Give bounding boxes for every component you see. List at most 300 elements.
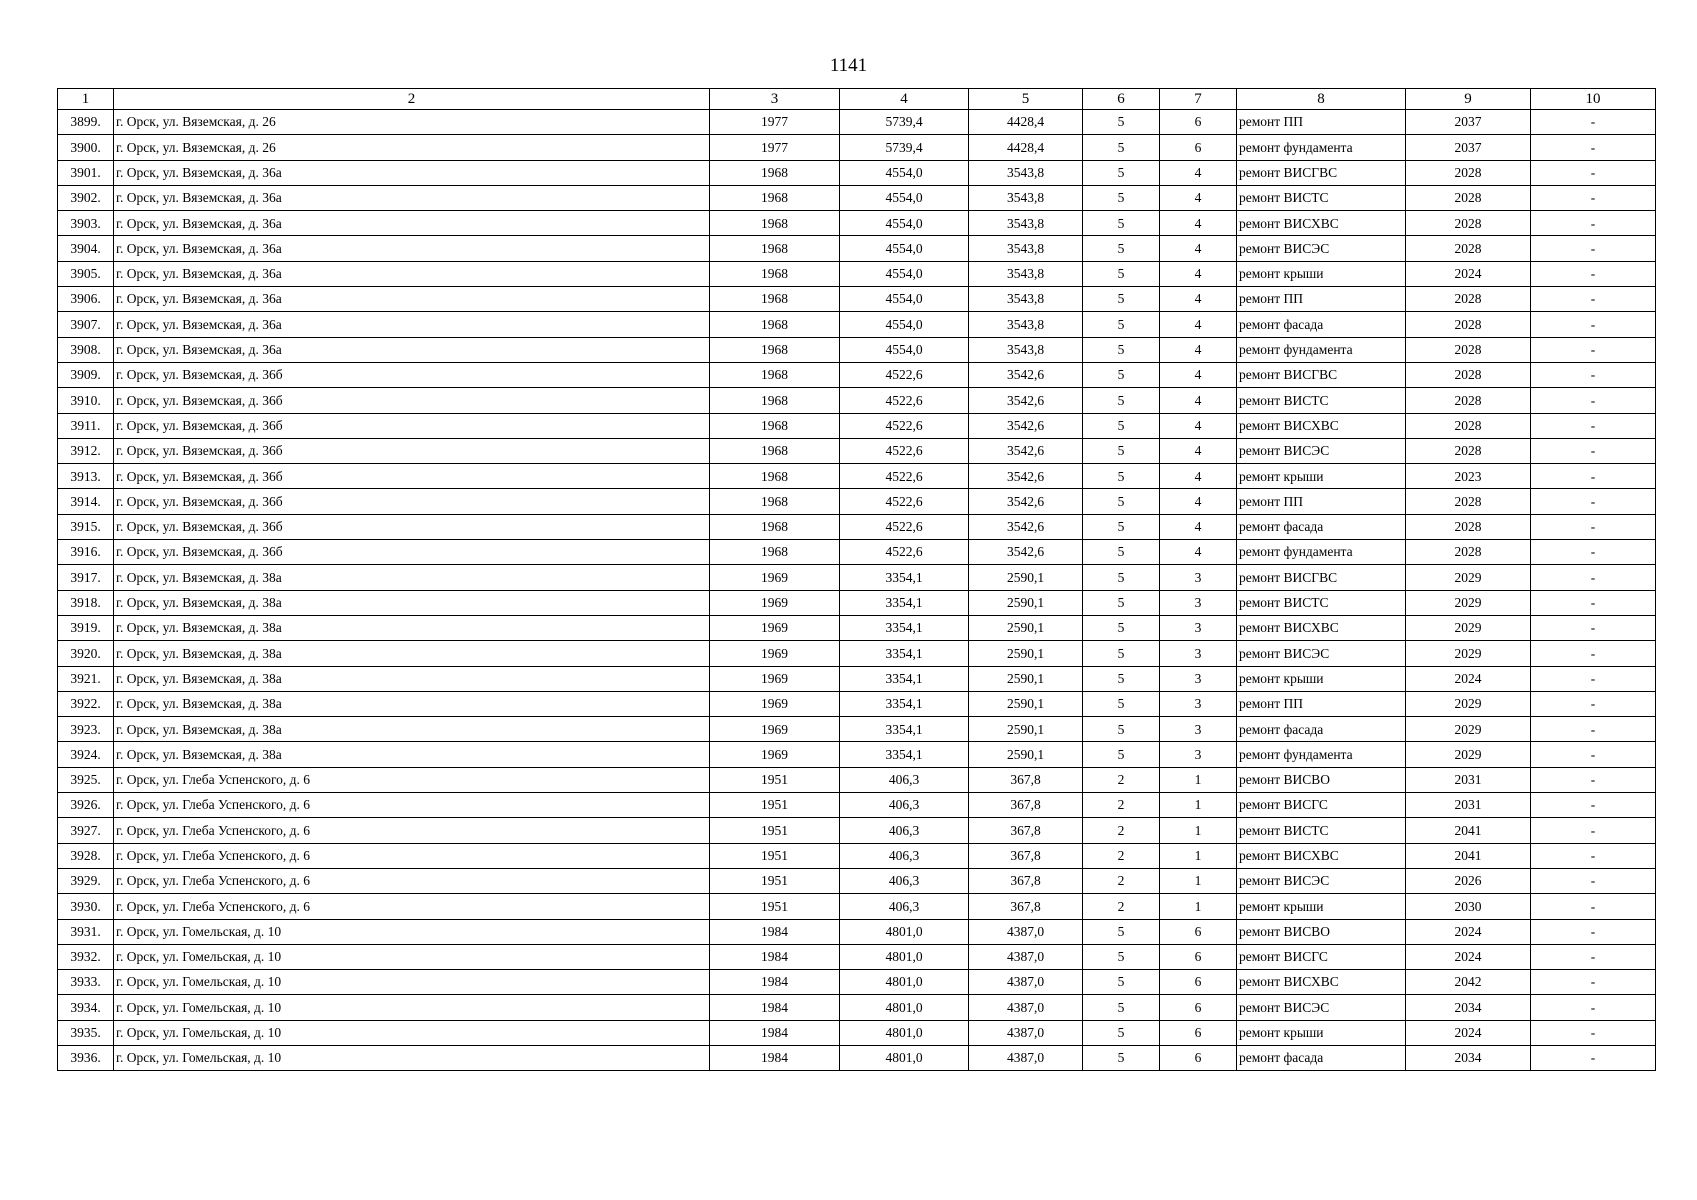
cell-row-number: 3910.	[58, 388, 114, 413]
cell-residential-area: 4387,0	[969, 1045, 1083, 1070]
cell-work-type: ремонт ВИСТС	[1237, 388, 1406, 413]
cell-total-area: 4554,0	[840, 312, 969, 337]
cell-year-built: 1969	[710, 615, 840, 640]
cell-total-area: 406,3	[840, 868, 969, 893]
cell-address: г. Орск, ул. Вяземская, д. 38а	[114, 615, 710, 640]
cell-address: г. Орск, ул. Вяземская, д. 38а	[114, 565, 710, 590]
cell-floors: 5	[1083, 438, 1160, 463]
cell-entrances: 6	[1160, 944, 1237, 969]
cell-work-type: ремонт ВИСТС	[1237, 185, 1406, 210]
cell-note: -	[1531, 615, 1656, 640]
cell-row-number: 3925.	[58, 767, 114, 792]
cell-residential-area: 3543,8	[969, 211, 1083, 236]
table-row	[58, 590, 1656, 615]
cell-work-type: ремонт ВИСХВС	[1237, 413, 1406, 438]
cell-entrances: 3	[1160, 590, 1237, 615]
cell-note: -	[1531, 868, 1656, 893]
cell-note: -	[1531, 1045, 1656, 1070]
cell-residential-area: 4387,0	[969, 970, 1083, 995]
cell-address: г. Орск, ул. Вяземская, д. 38а	[114, 666, 710, 691]
cell-address: г. Орск, ул. Гомельская, д. 10	[114, 995, 710, 1020]
table-row	[58, 337, 1656, 362]
cell-total-area: 3354,1	[840, 717, 969, 742]
cell-year-built: 1968	[710, 413, 840, 438]
cell-residential-area: 3542,6	[969, 514, 1083, 539]
cell-residential-area: 367,8	[969, 818, 1083, 843]
cell-year-built: 1977	[710, 135, 840, 160]
cell-row-number: 3923.	[58, 717, 114, 742]
cell-row-number: 3936.	[58, 1045, 114, 1070]
cell-entrances: 6	[1160, 995, 1237, 1020]
cell-total-area: 5739,4	[840, 135, 969, 160]
cell-planned-year: 2024	[1406, 261, 1531, 286]
cell-year-built: 1969	[710, 590, 840, 615]
cell-note: -	[1531, 464, 1656, 489]
cell-address: г. Орск, ул. Гомельская, д. 10	[114, 970, 710, 995]
cell-residential-area: 3543,8	[969, 236, 1083, 261]
cell-planned-year: 2029	[1406, 691, 1531, 716]
table-row	[58, 666, 1656, 691]
cell-total-area: 4522,6	[840, 438, 969, 463]
cell-residential-area: 3543,8	[969, 287, 1083, 312]
cell-planned-year: 2029	[1406, 590, 1531, 615]
cell-floors: 5	[1083, 666, 1160, 691]
cell-address: г. Орск, ул. Вяземская, д. 36а	[114, 236, 710, 261]
cell-year-built: 1968	[710, 185, 840, 210]
cell-work-type: ремонт ВИСХВС	[1237, 970, 1406, 995]
column-header: 3	[710, 89, 840, 110]
cell-entrances: 4	[1160, 388, 1237, 413]
cell-planned-year: 2028	[1406, 236, 1531, 261]
cell-floors: 5	[1083, 489, 1160, 514]
column-header: 4	[840, 89, 969, 110]
cell-note: -	[1531, 818, 1656, 843]
cell-address: г. Орск, ул. Вяземская, д. 26	[114, 135, 710, 160]
cell-row-number: 3899.	[58, 110, 114, 135]
cell-note: -	[1531, 211, 1656, 236]
cell-total-area: 4801,0	[840, 1045, 969, 1070]
cell-total-area: 4522,6	[840, 540, 969, 565]
cell-work-type: ремонт ВИСХВС	[1237, 843, 1406, 868]
cell-note: -	[1531, 160, 1656, 185]
cell-year-built: 1968	[710, 337, 840, 362]
cell-total-area: 4554,0	[840, 185, 969, 210]
cell-address: г. Орск, ул. Вяземская, д. 36а	[114, 312, 710, 337]
cell-address: г. Орск, ул. Вяземская, д. 36а	[114, 337, 710, 362]
cell-work-type: ремонт крыши	[1237, 666, 1406, 691]
cell-note: -	[1531, 489, 1656, 514]
cell-planned-year: 2029	[1406, 717, 1531, 742]
cell-total-area: 4522,6	[840, 489, 969, 514]
cell-entrances: 1	[1160, 868, 1237, 893]
cell-planned-year: 2029	[1406, 641, 1531, 666]
cell-residential-area: 3543,8	[969, 160, 1083, 185]
cell-row-number: 3917.	[58, 565, 114, 590]
cell-note: -	[1531, 944, 1656, 969]
cell-entrances: 4	[1160, 540, 1237, 565]
table-row	[58, 464, 1656, 489]
cell-residential-area: 2590,1	[969, 565, 1083, 590]
cell-total-area: 406,3	[840, 767, 969, 792]
cell-total-area: 3354,1	[840, 742, 969, 767]
cell-total-area: 4554,0	[840, 160, 969, 185]
cell-address: г. Орск, ул. Вяземская, д. 36б	[114, 438, 710, 463]
cell-work-type: ремонт крыши	[1237, 261, 1406, 286]
cell-residential-area: 4428,4	[969, 110, 1083, 135]
cell-work-type: ремонт ВИСХВС	[1237, 615, 1406, 640]
cell-note: -	[1531, 287, 1656, 312]
cell-row-number: 3904.	[58, 236, 114, 261]
cell-year-built: 1951	[710, 843, 840, 868]
cell-row-number: 3920.	[58, 641, 114, 666]
cell-floors: 2	[1083, 818, 1160, 843]
cell-note: -	[1531, 919, 1656, 944]
cell-note: -	[1531, 793, 1656, 818]
cell-work-type: ремонт ВИСГВС	[1237, 565, 1406, 590]
cell-row-number: 3924.	[58, 742, 114, 767]
cell-address: г. Орск, ул. Вяземская, д. 38а	[114, 717, 710, 742]
cell-residential-area: 2590,1	[969, 590, 1083, 615]
cell-entrances: 4	[1160, 413, 1237, 438]
cell-note: -	[1531, 995, 1656, 1020]
cell-planned-year: 2034	[1406, 995, 1531, 1020]
cell-total-area: 3354,1	[840, 666, 969, 691]
cell-year-built: 1968	[710, 287, 840, 312]
cell-year-built: 1968	[710, 362, 840, 387]
cell-row-number: 3912.	[58, 438, 114, 463]
cell-entrances: 6	[1160, 135, 1237, 160]
cell-total-area: 406,3	[840, 894, 969, 919]
column-header: 7	[1160, 89, 1237, 110]
cell-address: г. Орск, ул. Гомельская, д. 10	[114, 944, 710, 969]
cell-residential-area: 4387,0	[969, 944, 1083, 969]
cell-planned-year: 2031	[1406, 767, 1531, 792]
cell-year-built: 1984	[710, 970, 840, 995]
cell-year-built: 1984	[710, 919, 840, 944]
cell-planned-year: 2037	[1406, 110, 1531, 135]
cell-work-type: ремонт фундамента	[1237, 540, 1406, 565]
cell-note: -	[1531, 590, 1656, 615]
cell-entrances: 6	[1160, 110, 1237, 135]
cell-total-area: 3354,1	[840, 691, 969, 716]
cell-floors: 5	[1083, 691, 1160, 716]
cell-entrances: 1	[1160, 793, 1237, 818]
cell-year-built: 1969	[710, 742, 840, 767]
cell-work-type: ремонт ПП	[1237, 287, 1406, 312]
cell-entrances: 1	[1160, 767, 1237, 792]
cell-work-type: ремонт крыши	[1237, 1020, 1406, 1045]
cell-floors: 5	[1083, 970, 1160, 995]
cell-planned-year: 2037	[1406, 135, 1531, 160]
cell-residential-area: 4387,0	[969, 1020, 1083, 1045]
cell-planned-year: 2028	[1406, 540, 1531, 565]
cell-work-type: ремонт фасада	[1237, 1045, 1406, 1070]
cell-residential-area: 3542,6	[969, 438, 1083, 463]
cell-row-number: 3915.	[58, 514, 114, 539]
table-row	[58, 489, 1656, 514]
cell-note: -	[1531, 413, 1656, 438]
cell-planned-year: 2028	[1406, 514, 1531, 539]
cell-floors: 5	[1083, 261, 1160, 286]
table-row	[58, 944, 1656, 969]
cell-floors: 5	[1083, 160, 1160, 185]
cell-total-area: 4522,6	[840, 388, 969, 413]
cell-work-type: ремонт фундамента	[1237, 135, 1406, 160]
cell-row-number: 3931.	[58, 919, 114, 944]
cell-total-area: 4554,0	[840, 261, 969, 286]
table-row	[58, 970, 1656, 995]
cell-year-built: 1968	[710, 540, 840, 565]
cell-floors: 5	[1083, 717, 1160, 742]
cell-address: г. Орск, ул. Вяземская, д. 36б	[114, 388, 710, 413]
cell-entrances: 3	[1160, 565, 1237, 590]
cell-address: г. Орск, ул. Гомельская, д. 10	[114, 1020, 710, 1045]
cell-row-number: 3918.	[58, 590, 114, 615]
cell-planned-year: 2028	[1406, 362, 1531, 387]
cell-planned-year: 2028	[1406, 413, 1531, 438]
cell-address: г. Орск, ул. Вяземская, д. 36а	[114, 160, 710, 185]
cell-entrances: 4	[1160, 438, 1237, 463]
cell-planned-year: 2029	[1406, 565, 1531, 590]
cell-entrances: 1	[1160, 894, 1237, 919]
cell-entrances: 4	[1160, 261, 1237, 286]
cell-address: г. Орск, ул. Вяземская, д. 36а	[114, 185, 710, 210]
cell-row-number: 3928.	[58, 843, 114, 868]
table-row	[58, 691, 1656, 716]
cell-work-type: ремонт фундамента	[1237, 742, 1406, 767]
table-row	[58, 287, 1656, 312]
cell-floors: 2	[1083, 843, 1160, 868]
cell-year-built: 1968	[710, 514, 840, 539]
cell-entrances: 4	[1160, 312, 1237, 337]
cell-note: -	[1531, 742, 1656, 767]
cell-floors: 5	[1083, 742, 1160, 767]
cell-row-number: 3934.	[58, 995, 114, 1020]
column-header: 6	[1083, 89, 1160, 110]
cell-note: -	[1531, 514, 1656, 539]
cell-address: г. Орск, ул. Глеба Успенского, д. 6	[114, 843, 710, 868]
cell-note: -	[1531, 388, 1656, 413]
cell-floors: 5	[1083, 590, 1160, 615]
cell-work-type: ремонт ВИСЭС	[1237, 641, 1406, 666]
table-row	[58, 818, 1656, 843]
cell-entrances: 3	[1160, 615, 1237, 640]
cell-total-area: 406,3	[840, 843, 969, 868]
cell-total-area: 3354,1	[840, 590, 969, 615]
cell-work-type: ремонт ПП	[1237, 691, 1406, 716]
cell-residential-area: 367,8	[969, 793, 1083, 818]
cell-floors: 5	[1083, 236, 1160, 261]
cell-total-area: 4554,0	[840, 287, 969, 312]
table-row	[58, 135, 1656, 160]
cell-entrances: 4	[1160, 160, 1237, 185]
cell-row-number: 3905.	[58, 261, 114, 286]
cell-year-built: 1968	[710, 261, 840, 286]
cell-year-built: 1968	[710, 388, 840, 413]
cell-address: г. Орск, ул. Вяземская, д. 38а	[114, 641, 710, 666]
cell-note: -	[1531, 540, 1656, 565]
cell-work-type: ремонт ВИСТС	[1237, 818, 1406, 843]
table-row	[58, 211, 1656, 236]
table-row	[58, 641, 1656, 666]
cell-work-type: ремонт фундамента	[1237, 337, 1406, 362]
cell-residential-area: 3543,8	[969, 312, 1083, 337]
cell-total-area: 4801,0	[840, 1020, 969, 1045]
cell-residential-area: 2590,1	[969, 717, 1083, 742]
cell-total-area: 4801,0	[840, 919, 969, 944]
cell-planned-year: 2023	[1406, 464, 1531, 489]
cell-row-number: 3900.	[58, 135, 114, 160]
cell-work-type: ремонт ВИСТС	[1237, 590, 1406, 615]
cell-work-type: ремонт ВИСВО	[1237, 767, 1406, 792]
cell-address: г. Орск, ул. Гомельская, д. 10	[114, 1045, 710, 1070]
cell-entrances: 6	[1160, 970, 1237, 995]
cell-row-number: 3921.	[58, 666, 114, 691]
cell-year-built: 1984	[710, 995, 840, 1020]
cell-entrances: 4	[1160, 514, 1237, 539]
cell-planned-year: 2028	[1406, 287, 1531, 312]
cell-note: -	[1531, 337, 1656, 362]
cell-entrances: 4	[1160, 489, 1237, 514]
cell-residential-area: 367,8	[969, 843, 1083, 868]
cell-residential-area: 4387,0	[969, 995, 1083, 1020]
cell-total-area: 406,3	[840, 818, 969, 843]
cell-note: -	[1531, 110, 1656, 135]
cell-year-built: 1951	[710, 818, 840, 843]
column-header: 5	[969, 89, 1083, 110]
cell-address: г. Орск, ул. Глеба Успенского, д. 6	[114, 793, 710, 818]
cell-planned-year: 2042	[1406, 970, 1531, 995]
cell-residential-area: 3542,6	[969, 540, 1083, 565]
cell-work-type: ремонт ВИСГС	[1237, 793, 1406, 818]
column-header: 2	[114, 89, 710, 110]
cell-planned-year: 2028	[1406, 388, 1531, 413]
cell-planned-year: 2026	[1406, 868, 1531, 893]
cell-year-built: 1968	[710, 438, 840, 463]
cell-floors: 5	[1083, 565, 1160, 590]
cell-floors: 5	[1083, 995, 1160, 1020]
cell-entrances: 4	[1160, 287, 1237, 312]
cell-year-built: 1968	[710, 236, 840, 261]
cell-floors: 2	[1083, 767, 1160, 792]
table-row	[58, 1045, 1656, 1070]
cell-address: г. Орск, ул. Глеба Успенского, д. 6	[114, 868, 710, 893]
cell-address: г. Орск, ул. Вяземская, д. 26	[114, 110, 710, 135]
cell-residential-area: 4387,0	[969, 919, 1083, 944]
cell-residential-area: 367,8	[969, 868, 1083, 893]
table-row	[58, 413, 1656, 438]
cell-note: -	[1531, 717, 1656, 742]
cell-entrances: 4	[1160, 464, 1237, 489]
cell-total-area: 4522,6	[840, 413, 969, 438]
cell-floors: 5	[1083, 464, 1160, 489]
cell-year-built: 1977	[710, 110, 840, 135]
cell-floors: 5	[1083, 110, 1160, 135]
cell-planned-year: 2029	[1406, 742, 1531, 767]
cell-work-type: ремонт ВИСВО	[1237, 919, 1406, 944]
cell-work-type: ремонт крыши	[1237, 464, 1406, 489]
cell-work-type: ремонт ВИСЭС	[1237, 236, 1406, 261]
cell-note: -	[1531, 438, 1656, 463]
cell-work-type: ремонт ПП	[1237, 110, 1406, 135]
cell-floors: 5	[1083, 413, 1160, 438]
cell-residential-area: 3542,6	[969, 388, 1083, 413]
cell-entrances: 4	[1160, 236, 1237, 261]
table-body	[58, 110, 1656, 1071]
table-row	[58, 717, 1656, 742]
cell-entrances: 3	[1160, 691, 1237, 716]
cell-entrances: 6	[1160, 919, 1237, 944]
cell-address: г. Орск, ул. Вяземская, д. 36а	[114, 211, 710, 236]
cell-total-area: 4554,0	[840, 337, 969, 362]
cell-total-area: 4522,6	[840, 362, 969, 387]
cell-note: -	[1531, 767, 1656, 792]
cell-floors: 2	[1083, 894, 1160, 919]
cell-address: г. Орск, ул. Вяземская, д. 38а	[114, 742, 710, 767]
cell-entrances: 3	[1160, 641, 1237, 666]
cell-note: -	[1531, 312, 1656, 337]
cell-floors: 5	[1083, 337, 1160, 362]
cell-entrances: 3	[1160, 742, 1237, 767]
cell-planned-year: 2031	[1406, 793, 1531, 818]
cell-floors: 5	[1083, 287, 1160, 312]
table-row	[58, 388, 1656, 413]
cell-residential-area: 2590,1	[969, 615, 1083, 640]
cell-residential-area: 3542,6	[969, 489, 1083, 514]
cell-planned-year: 2028	[1406, 489, 1531, 514]
cell-total-area: 5739,4	[840, 110, 969, 135]
cell-planned-year: 2028	[1406, 337, 1531, 362]
table-row	[58, 565, 1656, 590]
cell-row-number: 3932.	[58, 944, 114, 969]
cell-work-type: ремонт фасада	[1237, 514, 1406, 539]
cell-residential-area: 3542,6	[969, 464, 1083, 489]
cell-row-number: 3935.	[58, 1020, 114, 1045]
cell-total-area: 3354,1	[840, 641, 969, 666]
cell-entrances: 4	[1160, 185, 1237, 210]
cell-planned-year: 2028	[1406, 160, 1531, 185]
table-row	[58, 261, 1656, 286]
cell-note: -	[1531, 135, 1656, 160]
cell-row-number: 3903.	[58, 211, 114, 236]
cell-floors: 5	[1083, 944, 1160, 969]
cell-work-type: ремонт ВИСГВС	[1237, 362, 1406, 387]
cell-planned-year: 2041	[1406, 843, 1531, 868]
cell-year-built: 1969	[710, 641, 840, 666]
table-row	[58, 767, 1656, 792]
column-header: 10	[1531, 89, 1656, 110]
table-row	[58, 362, 1656, 387]
cell-address: г. Орск, ул. Вяземская, д. 36б	[114, 362, 710, 387]
cell-entrances: 3	[1160, 717, 1237, 742]
cell-year-built: 1984	[710, 1020, 840, 1045]
table-row	[58, 540, 1656, 565]
cell-residential-area: 367,8	[969, 767, 1083, 792]
cell-work-type: ремонт ВИСГВС	[1237, 160, 1406, 185]
table-row	[58, 1020, 1656, 1045]
cell-year-built: 1968	[710, 211, 840, 236]
cell-entrances: 3	[1160, 666, 1237, 691]
cell-address: г. Орск, ул. Вяземская, д. 36б	[114, 413, 710, 438]
cell-row-number: 3922.	[58, 691, 114, 716]
table-row	[58, 236, 1656, 261]
cell-note: -	[1531, 666, 1656, 691]
cell-floors: 5	[1083, 540, 1160, 565]
cell-floors: 2	[1083, 868, 1160, 893]
cell-address: г. Орск, ул. Глеба Успенского, д. 6	[114, 818, 710, 843]
page-number: 1141	[829, 55, 868, 76]
table-row	[58, 312, 1656, 337]
